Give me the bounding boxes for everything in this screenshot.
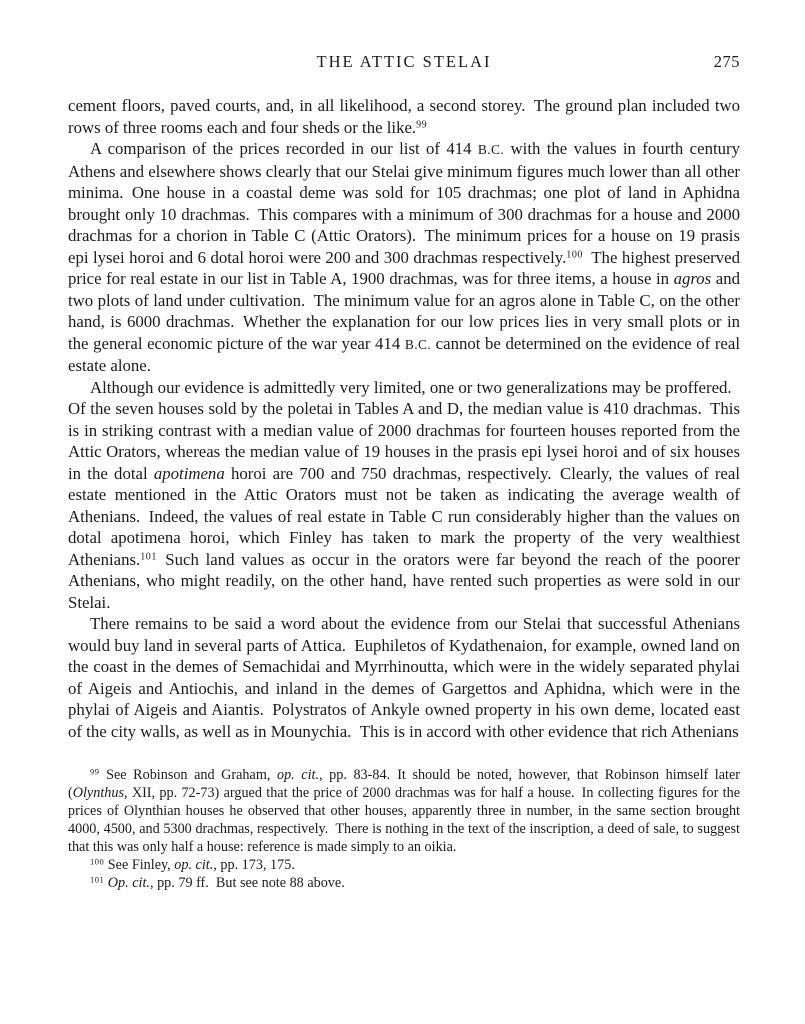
- italic-text: apotimena: [153, 463, 225, 483]
- italic-text: op. cit.: [276, 767, 320, 783]
- text-run: horoi are 700 and 750 drachmas, respectively. Clearly, the values of real estate mentioned in the Attic Orators must not be taken as indicating the average wealth of Athenians. Indeed, the values of real estate in Table C run considerably higher than the values on dotal apotimena horoi, which Finley has taken to mark the property of the very wealthiest Athenians.: [68, 463, 740, 569]
- text-run: See Robinson and Graham,: [99, 767, 277, 783]
- footnotes-section: [68, 766, 740, 892]
- italic-text: agros: [673, 269, 712, 288]
- page-number: 275: [713, 52, 740, 71]
- italic-text: op. cit.: [174, 857, 214, 873]
- text-run: See Finley,: [104, 857, 175, 873]
- text-run: There remains to be said a word about the evidence from our Stelai that successful Athenians would buy land in several parts of Attica. Euphiletos of Kydathenaion, for example, owned land on the coast in the demes of Semachidai and Myrrhinoutta, which were in the widely separated phylai of Aigeis and Antiochis, and inland in the demes of Gargettos and Aphidna, which were in the phylai of Aigeis and Aiantis. Polystratos of Ankyle owned property in his own deme, located east of the city walls, as well as in Mounychia. This is in accord with other evidence that rich Athenians: [68, 614, 740, 741]
- body-text: [68, 95, 740, 742]
- text-run: Such land values as occur in the orators were far beyond the reach of the poorer Athenians, who might readily, on the other hand, have rented such properties as were sold in our Stelai.: [68, 549, 740, 612]
- footnote-marker: 100: [566, 248, 583, 260]
- text-run: , pp. 173, 175.: [213, 857, 295, 873]
- text-run: A comparison of the prices recorded in our list of 414: [90, 139, 478, 158]
- footnote-marker: 99: [416, 118, 428, 130]
- footnote: [68, 766, 740, 856]
- italic-text: Op. cit.: [107, 875, 150, 891]
- paragraph: [68, 613, 740, 742]
- running-title: THE ATTIC STELAI: [316, 52, 492, 71]
- paragraph: [68, 377, 740, 614]
- small-caps-text: B.C.: [404, 336, 432, 352]
- italic-text: Olynthus: [72, 785, 124, 801]
- footnote: [68, 856, 740, 874]
- page-header: [68, 52, 740, 72]
- text-run: Although our evidence is admittedly very limited, one or two generalizations may be proffered. Of the seven houses sold by the poletai in Tables A and D, the median value is 410 drachmas. This is in striking contrast with a median value of 2000 drachmas for fourteen houses reported from the Attic Orators, whereas the median value of 19 houses in the prasis epi lysei horoi and of six houses in the dotal: [68, 377, 740, 483]
- footnote-marker: 101: [140, 550, 157, 562]
- footnote-marker: 99: [90, 766, 100, 777]
- text-run: , XII, pp. 72-73) argued that the price of 2000 drachmas was for half a house. In collecting figures for the prices of Olynthian houses he observed that other houses, apparently three in number, in the same section brought 4000, 4500, and 5300 drachmas, respectively. There is nothing in the text of the inscription, a deed of sale, to suggest that this was only half a house: reference is made simply to an oikia.: [68, 785, 740, 855]
- small-caps-text: B.C.: [477, 142, 505, 157]
- text-run: with the values in fourth century Athens and elsewhere shows clearly that our Stelai give minimum figures much lower than all other minima. One house in a coastal deme was sold for 105 drachmas; one plot of land in Aphidna brought only 10 drachmas. This compares with a minimum of 300 drachmas for a house and 2000 drachmas for a chorion in Table C (Attic Orators). The minimum prices for a house on 19 prasis epi lysei horoi and 6 dotal horoi were 200 and 300 drachmas respectively.: [68, 139, 740, 267]
- text-run: cement floors, paved courts, and, in all likelihood, a second storey. The ground plan included two rows of three rooms each and four sheds or the like.: [68, 96, 740, 137]
- paragraph: [68, 138, 740, 377]
- footnote-marker: 100: [90, 856, 105, 867]
- text-run: cannot be determined on the evidence of real estate alone.: [68, 333, 740, 375]
- text-run: The highest preserved price for real estate in our list in Table A, 1900 drachmas, was for three items, a house in: [68, 247, 740, 288]
- text-run: and two plots of land under cultivation. The minimum value for an agros alone in Table C, on the other hand, is 6000 drachmas. Whether the explanation for our low prices lies in very small plots or in the general economic picture of the war year 414: [68, 269, 740, 353]
- paragraph: [68, 95, 740, 138]
- text-run: , pp. 83-84. It should be noted, however, that Robinson himself later (: [68, 767, 741, 801]
- text-run: , pp. 79 ff. But see note 88 above.: [149, 875, 345, 891]
- footnote-marker: 101: [90, 874, 105, 885]
- footnote: [68, 874, 740, 892]
- text-block: [68, 0, 740, 892]
